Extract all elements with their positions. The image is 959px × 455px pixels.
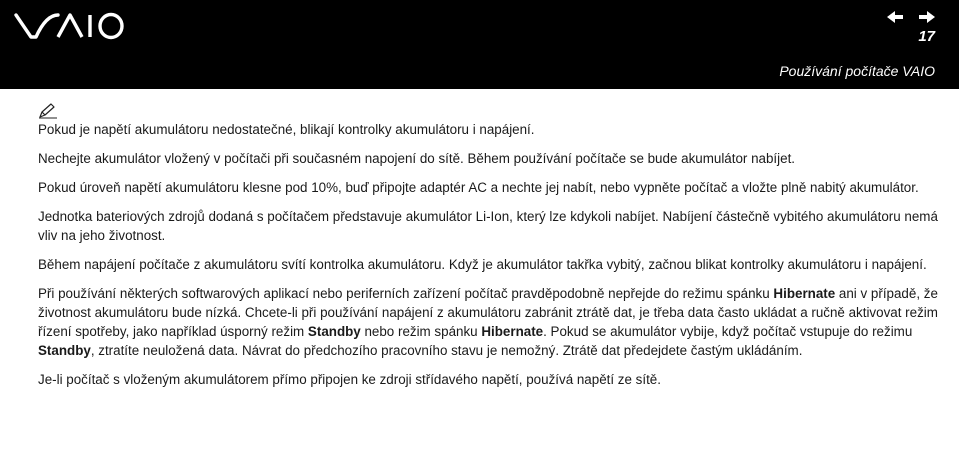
text-segment: nebo režim spánku xyxy=(360,324,482,339)
text-segment: . Pokud se akumulátor vybije, když počítač vstupuje do režimu xyxy=(543,324,913,339)
page-number: 17 xyxy=(918,28,935,45)
text-segment: ani v případě, že životnost akumulátoru bude nízká. Chcete-li při používání napájení z akumulátoru zabránit ztrátě dat, je třeba data často ukládat a ručně aktivovat režim řízení spotřeby, jako například úsporný režim xyxy=(38,286,938,339)
bold-term-standby: Standby xyxy=(38,343,91,358)
note-pencil-icon xyxy=(38,103,58,119)
paragraph-keep-battery-inserted: Nechejte akumulátor vložený v počítači při současném napojení do sítě. Během používání počítače se bude akumulátor nabíjet. xyxy=(38,151,796,166)
paragraph-li-ion: Jednotka bateriových zdrojů dodaná s počítačem představuje akumulátor Li-Ion, který lze kdykoli nabíjet. Nabíjení částečně vybitého akumulátoru nemá vliv na jeho životnost. xyxy=(38,209,938,243)
bold-term-hibernate: Hibernate xyxy=(481,324,544,339)
note-content xyxy=(38,120,943,399)
paragraph-ac-power: Je-li počítač s vloženým akumulátorem přímo připojen ke zdroji střídavého napětí, používá napětí ze sítě. xyxy=(38,372,661,387)
page-header xyxy=(0,0,959,89)
previous-page-arrow-icon[interactable] xyxy=(886,10,904,24)
vaio-logo-icon xyxy=(14,8,126,44)
section-title: Používání počítače VAIO xyxy=(779,63,935,79)
paragraph-ten-percent: Pokud úroveň napětí akumulátoru klesne pod 10%, buď připojte adaptér AC a nechte jej nabít, nebo vypněte počítač a vložte plně nabitý akumulátor. xyxy=(38,180,919,195)
paragraph-low-battery: Pokud je napětí akumulátoru nedostatečné, blikají kontrolky akumulátoru i napájení. xyxy=(38,122,535,137)
text-segment: Při používání některých softwarových aplikací nebo periferních zařízení počítač pravděpodobně nepřejde do režimu spánku xyxy=(38,286,774,301)
paragraph-power-management xyxy=(38,284,943,360)
next-page-arrow-icon[interactable] xyxy=(918,10,936,24)
bold-term-hibernate: Hibernate xyxy=(773,286,836,301)
text-segment: , ztratíte neuložená data. Návrat do předchozího pracovního stavu je nemožný. Ztrátě dat předejdete častým ukládáním. xyxy=(90,343,803,358)
bold-term-standby: Standby xyxy=(307,324,361,339)
paragraph-battery-indicator: Během napájení počítače z akumulátoru svítí kontrolka akumulátoru. Když je akumulátor takřka vybitý, začnou blikat kontrolky akumulátoru i napájení. xyxy=(38,257,927,272)
